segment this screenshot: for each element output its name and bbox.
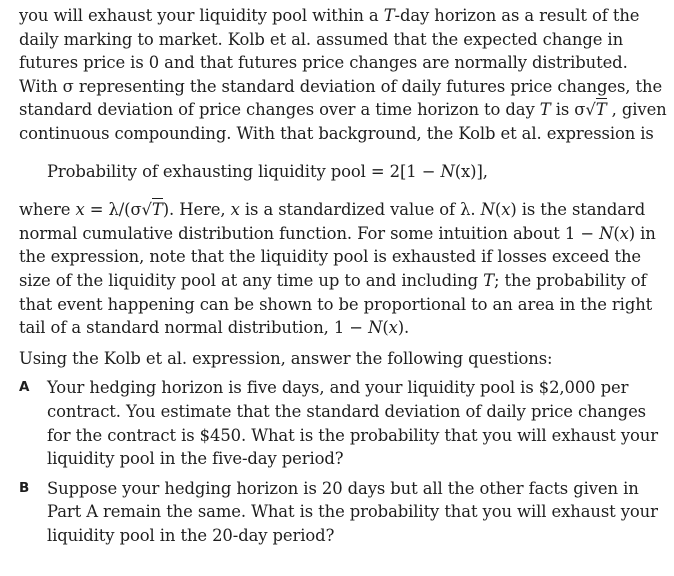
text-run: ( xyxy=(613,223,620,243)
text-run: T xyxy=(383,6,395,25)
text-run: T xyxy=(595,100,607,120)
text-run: N xyxy=(480,200,495,220)
text-run: x xyxy=(75,200,85,220)
text-run: ( xyxy=(382,318,389,338)
text-run: . Here, xyxy=(169,200,231,220)
text-run: N xyxy=(599,223,614,243)
text-run: x xyxy=(388,318,398,338)
text-run: is σ√ xyxy=(550,100,596,120)
question-a xyxy=(19,376,667,470)
question-marker: A xyxy=(19,379,30,396)
text-run: ( xyxy=(494,200,502,220)
text-run: ) in the expression, note that the liquidity pool is exhausted if losses exceed the size of the liquidity pool at any time up to and including xyxy=(19,223,656,290)
formula-arg: (x) xyxy=(454,161,477,181)
text-run: = λ/ xyxy=(84,200,125,220)
paragraph-instructions: Using the Kolb et al. expression, answer the following questions: xyxy=(19,348,553,368)
paragraph-where xyxy=(19,198,667,340)
document-page xyxy=(19,4,667,547)
text-run: T xyxy=(483,270,494,290)
text-run: is a standardized value of λ. xyxy=(239,200,481,220)
text-run: x xyxy=(230,200,240,220)
text-run: x xyxy=(501,200,511,220)
text-run: ). xyxy=(397,318,410,338)
text-run: N xyxy=(368,318,383,338)
text-run: ) xyxy=(162,200,170,220)
text-run: -day horizon as a result of the daily marking to market. Kolb et al. assumed that the expected change in futures price is 0 and that futures price changes are normally distributed. With σ representing the standard deviation of daily futures price changes, the standard deviation of price changes over a time horizon to day xyxy=(19,6,663,120)
question-marker: B xyxy=(19,479,30,496)
question-text: Your hedging horizon is five days, and your liquidity pool is $2,000 per contract. You estimate that the standard deviation of daily price changes for the contract is $450. What is the probability that you will exhaust your liquidity pool in the five-day period? xyxy=(47,378,658,469)
text-run: where xyxy=(19,200,76,220)
formula-text: Probability of exhausting liquidity pool = 2[1 − xyxy=(47,161,441,181)
formula-suffix: ], xyxy=(476,161,488,181)
formula-liquidity-probability xyxy=(19,160,667,184)
text-run: , given continuous compounding. With that background, the Kolb et al. expression is xyxy=(19,100,667,143)
question-text: Suppose your hedging horizon is 20 days but all the other facts given in Part A remain the same. What is the probability that you will exhaust your liquidity pool in the 20-day period? xyxy=(47,478,658,545)
text-run: T xyxy=(151,200,163,220)
text-run: (σ√ xyxy=(124,200,152,220)
paragraph-intro xyxy=(19,4,667,146)
question-b xyxy=(19,477,667,548)
text-run: x xyxy=(619,223,629,243)
text-run: T xyxy=(539,100,551,120)
text-run: ) is the standard normal cumulative distribution function. For some intuition about 1 − xyxy=(19,200,646,243)
formula-func: N xyxy=(440,161,455,181)
text-run: ; the probability of that event happening can be shown to be proportional to an area in the right tail of a standard normal distribution, 1 − xyxy=(19,270,653,338)
text-run: you will exhaust your liquidity pool within a xyxy=(19,6,384,25)
